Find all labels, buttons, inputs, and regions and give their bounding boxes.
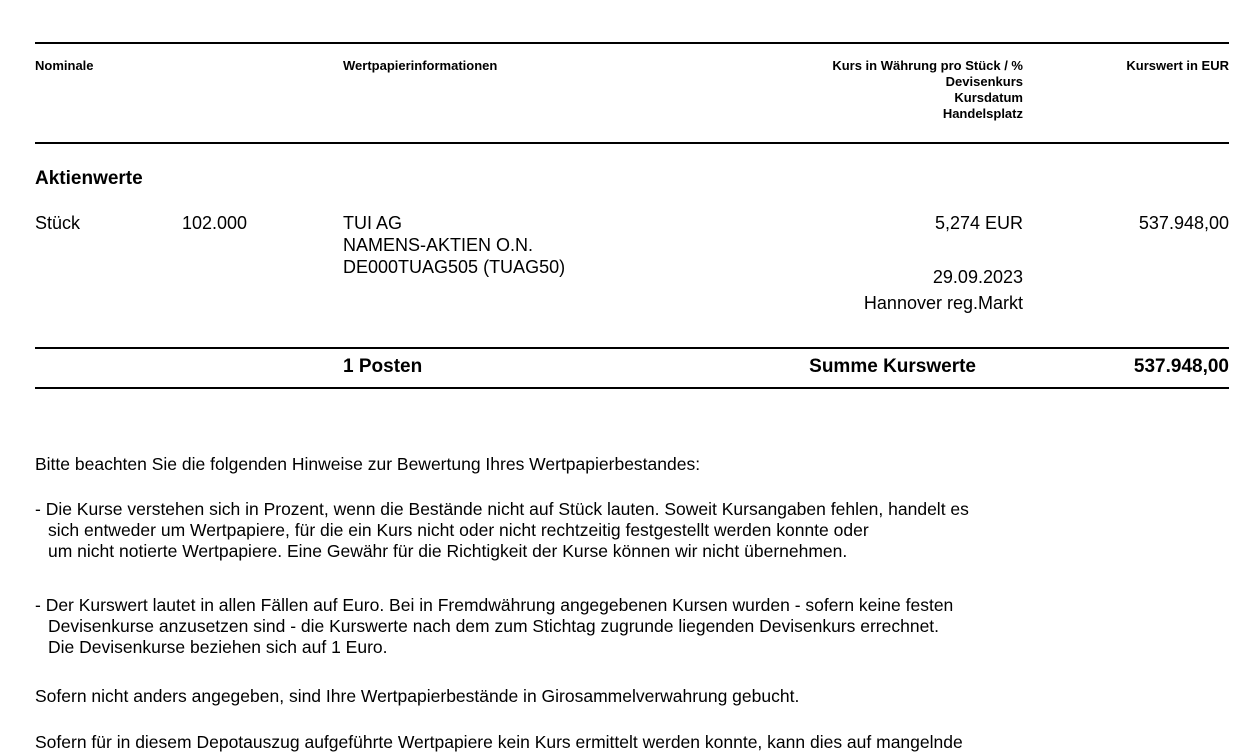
note-kurse-line-2: sich entweder um Wertpapiere, für die ein Kurs nicht oder nicht rechtzeitig festgestellt werden konnte oder: [48, 520, 869, 540]
note-kurswert-line-2: Devisenkurse anzusetzen sind - die Kurswerte nach dem zum Stichtag zugrunde liegenden Devisenkurs errechnet.: [48, 616, 940, 636]
header-kurswert: Kurswert in EUR: [1126, 58, 1229, 73]
row-price: 5,274 EUR: [934, 213, 1023, 233]
row-security-isin: DE000TUAG505 (TUAG50): [343, 257, 566, 277]
header-devisenkurs-line: Devisenkurs: [945, 74, 1023, 89]
row-value: 537.948,00: [1138, 213, 1229, 233]
note-truncated: Sofern für in diesem Depotauszug aufgeführte Wertpapiere kein Kurs ermittelt werden konnte, kann dies auf mangelnde: [35, 732, 963, 752]
sum-top-rule: [35, 347, 1229, 349]
notes-intro: Bitte beachten Sie die folgenden Hinweise zur Bewertung Ihres Wertpapierbestandes:: [35, 454, 701, 474]
section-title: Aktienwerte: [35, 168, 143, 189]
sum-bottom-rule: [35, 387, 1229, 389]
row-security-name: TUI AG: [343, 213, 403, 233]
note-kurswert: [35, 595, 953, 658]
sum-label: Summe Kurswerte: [809, 356, 976, 377]
header-wertpapierinformationen: Wertpapierinformationen: [343, 58, 498, 73]
row-quantity: 102.000: [182, 213, 248, 233]
note-kurswert-line-3: Die Devisenkurse beziehen sich auf 1 Euro.: [48, 637, 388, 657]
header-kurs-line: Kurs in Währung pro Stück / %: [832, 58, 1023, 73]
sum-positions: 1 Posten: [343, 356, 423, 377]
row-unit: Stück: [35, 213, 81, 233]
sum-value: 537.948,00: [1133, 356, 1229, 377]
header-bottom-rule: [35, 142, 1229, 144]
header-kursdatum-line: Kursdatum: [954, 90, 1023, 105]
note-kurswert-line-1: - Der Kurswert lautet in allen Fällen auf Euro. Bei in Fremdwährung angegebenen Kursen wurden - sofern keine festen: [35, 595, 954, 615]
header-nominale: Nominale: [35, 58, 94, 73]
note-kurse: [35, 499, 969, 562]
row-venue: Hannover reg.Markt: [863, 293, 1023, 313]
row-security-type: NAMENS-AKTIEN O.N.: [343, 235, 534, 255]
header-top-rule: [35, 42, 1229, 44]
row-date: 29.09.2023: [932, 267, 1023, 287]
header-handelsplatz-line: Handelsplatz: [942, 106, 1023, 121]
row-security-info: [343, 212, 565, 278]
note-girosammel: Sofern nicht anders angegeben, sind Ihre Wertpapierbestände in Girosammelverwahrung gebucht.: [35, 686, 800, 706]
note-kurse-line-3: um nicht notierte Wertpapiere. Eine Gewähr für die Richtigkeit der Kurse können wir nicht übernehmen.: [48, 541, 848, 561]
note-kurse-line-1: - Die Kurse verstehen sich in Prozent, wenn die Bestände nicht auf Stück lauten. Soweit Kursangaben fehlen, handelt es: [35, 499, 969, 519]
header-kurs-block: [832, 58, 1023, 122]
